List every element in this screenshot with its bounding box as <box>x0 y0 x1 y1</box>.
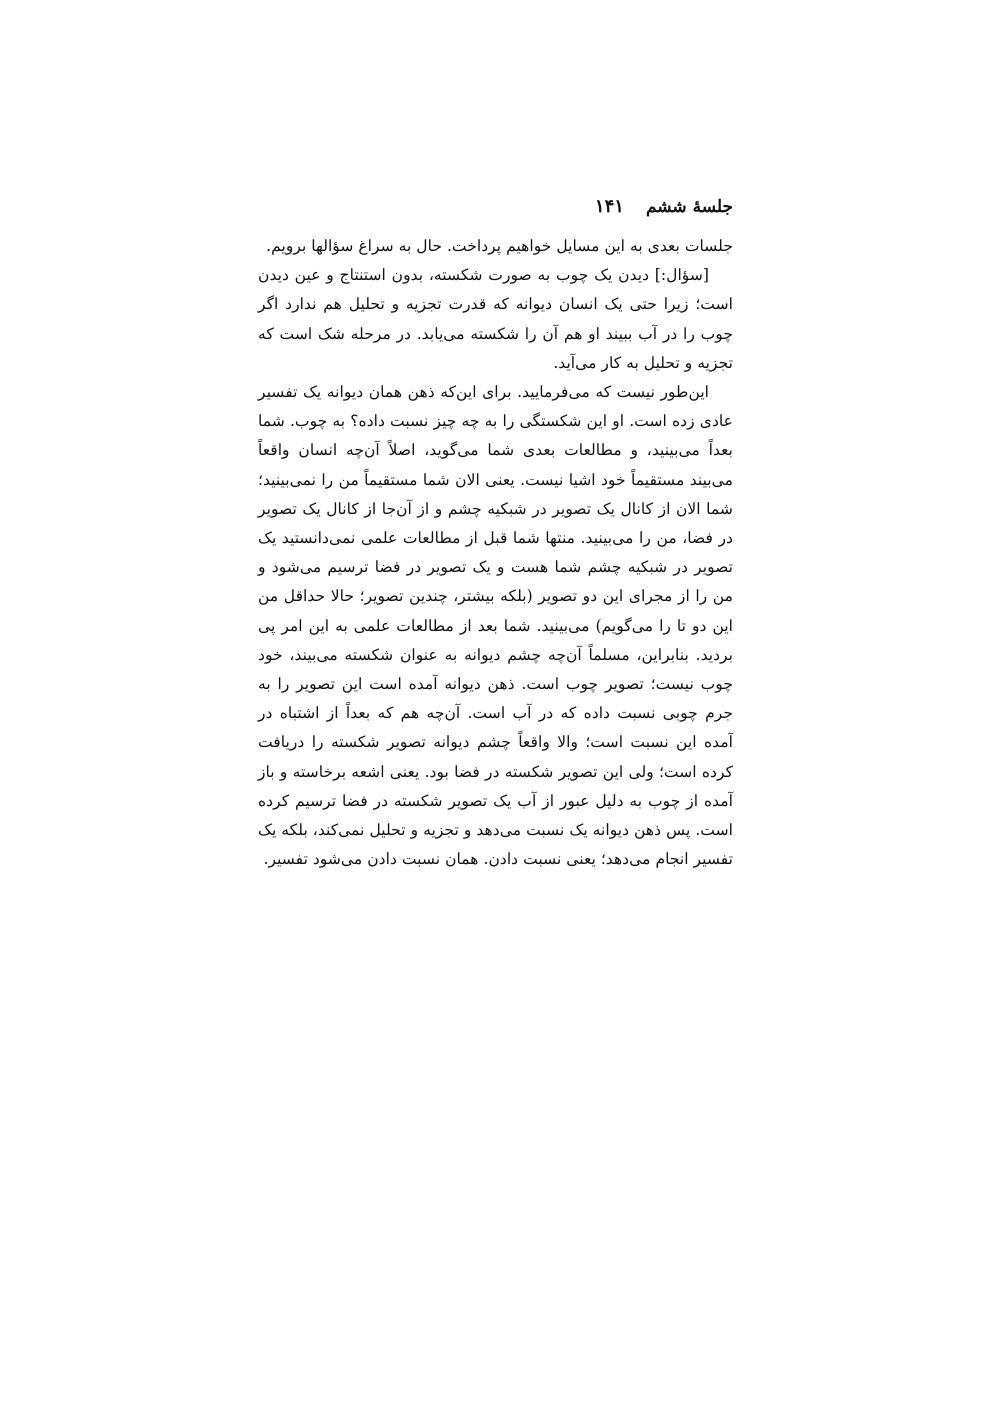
paragraph-1: جلسات بعدی به این مسایل خواهیم پرداخت. حال به سراغ سؤالها برویم. <box>266 237 733 255</box>
paragraph-3: این‌طور نیست که می‌فرمایید. برای این‌که ذهن همان دیوانه یک تفسیر عادی زده است. او این شکستگی را به چه چیز نسبت داده؟ به چوب. شما بعداً می‌بینید، و مطالعات بعدی شما می‌گوید، اصلاً آن‌چه انسان واقعاً می‌بیند مستقیماً خود اشیا نیست. یعنی الان شما مستقیماً من را نمی‌بینید؛ شما الان از کانال یک تصویر در شبکیه چشم و از آن‌جا از کانال یک تصویر در فضا، من را می‌بینید. منتها شما قبل از مطالعات علمی نمی‌دانستید یک تصویر در شبکیه چشم شما هست و یک تصویر در فضا ترسیم می‌شود و من را از مجرای این دو تصویر (بلکه بیشتر، چندین تصویر؛ حالا حداقل من این دو تا را می‌گویم) می‌بینید. شما بعد از مطالعات علمی به این امر پی بردید. بنابراین، مسلماً آن‌چه چشم دیوانه به عنوان شکسته می‌بیند، خود چوب نیست؛ تصویر چوب است. ذهن دیوانه آمده است این تصویر را به جرم چوبی نسبت داده که در آب است. آن‌چه هم که بعداً از اشتباه در آمده این نسبت است؛ والا واقعاً چشم دیوانه تصویر شکسته را دریافت کرده است؛ ولی این تصویر شکسته در فضا بود. یعنی اشعه برخاسته و باز آمده از چوب به دلیل عبور از آب یک تصویر شکسته در فضا ترسیم کرده است. پس ذهن دیوانه یک نسبت می‌دهد و تجزیه و تحلیل نمی‌کند، بلکه یک تفسیر انجام می‌دهد؛ یعنی نسبت دادن. همان نسبت دادن می‌شود تفسیر. <box>258 383 733 869</box>
page-number: ۱۴۱ <box>594 196 624 217</box>
paragraph-2: [سؤال:] دیدن یک چوب به صورت شکسته، بدون استنتاج و عین دیدن است؛ زیرا حتی یک انسان دیوانه که قدرت تجزیه و تحلیل هم ندارد اگر چوب را در آب ببیند او هم آن را شکسته می‌یابد. در مرحله شک است که تجزیه و تحلیل به کار می‌آید. <box>258 266 733 372</box>
body-text <box>258 232 733 874</box>
chapter-title: جلسهٔ ششم <box>645 197 733 217</box>
running-header <box>258 196 733 226</box>
